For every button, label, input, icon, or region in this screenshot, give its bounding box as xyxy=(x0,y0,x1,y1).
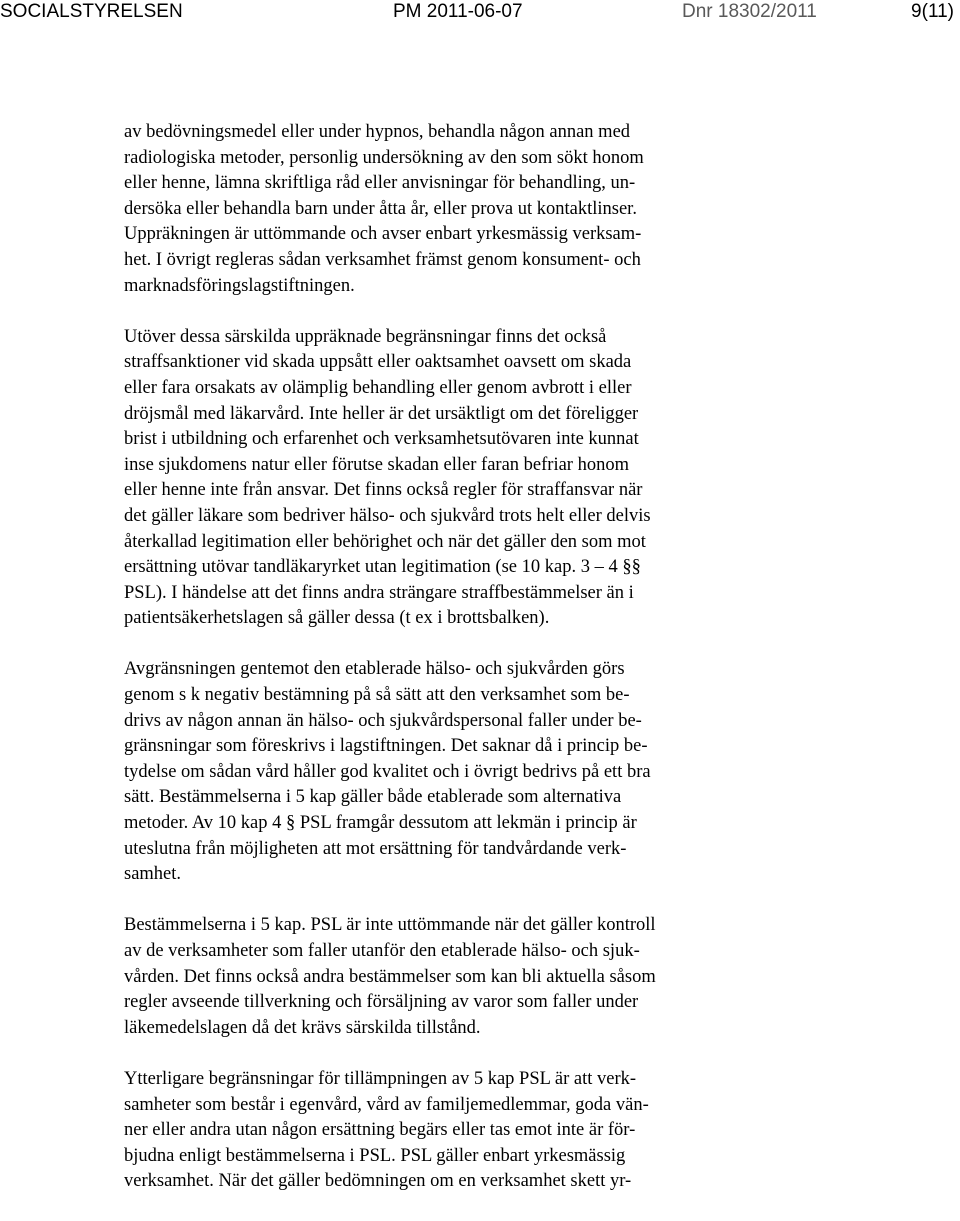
text-line: samheter som består i egenvård, vård av familjemedlemmar, goda vän- xyxy=(124,1094,649,1115)
text-line: ersättning utövar tandläkaryrket utan legitimation (se 10 kap. 3 – 4 §§ xyxy=(124,557,641,578)
text-line: metoder. Av 10 kap 4 § PSL framgår dessutom att lekmän i princip är xyxy=(124,813,637,834)
text-line: Utöver dessa särskilda uppräknade begränsningar finns det också xyxy=(124,326,607,347)
text-line: marknadsföringslagstiftningen. xyxy=(124,275,355,296)
text-line: av de verksamheter som faller utanför den etablerade hälso- och sjuk- xyxy=(124,941,640,961)
text-line: ner eller andra utan någon ersättning begärs eller tas emot inte är för- xyxy=(124,1120,636,1141)
paragraph xyxy=(124,120,960,299)
text-line: gränsningar som föreskrivs i lagstiftningen. Det saknar då i princip be- xyxy=(124,736,648,757)
document-body xyxy=(124,120,960,1221)
text-line: inse sjukdomens natur eller förutse skadan eller faran befriar honom xyxy=(124,454,629,475)
text-line: genom s k negativ bestämning på så sätt att den verksamhet som be- xyxy=(124,685,630,706)
paragraph xyxy=(124,1067,960,1195)
text-line: Bestämmelserna i 5 kap. PSL är inte uttömmande när det gäller kontroll xyxy=(124,915,656,936)
text-line: regler avseende tillverkning och försäljning av varor som faller under xyxy=(124,992,639,1013)
text-line: tydelse om sådan vård håller god kvalitet och i övrigt bedrivs på ett bra xyxy=(124,761,651,782)
text-line: det gäller läkare som bedriver hälso- och sjukvård trots helt eller delvis xyxy=(124,505,651,526)
text-line: patientsäkerhetslagen så gäller dessa (t ex i brottsbalken). xyxy=(124,608,550,629)
text-line: straffsanktioner vid skada uppsått eller oaktsamhet oavsett om skada xyxy=(124,352,632,373)
registration-number: Dnr 18302/2011 xyxy=(682,1,817,22)
text-line: bjudna enligt bestämmelserna i PSL. PSL gäller enbart yrkesmässig xyxy=(124,1145,626,1166)
text-line: läkemedelslagen då det krävs särskilda tillstånd. xyxy=(124,1017,481,1038)
text-line: eller henne inte från ansvar. Det finns också regler för straffansvar när xyxy=(124,480,643,501)
organization-name: SOCIALSTYRELSEN xyxy=(0,1,183,22)
text-line: dersöka eller behandla barn under åtta år, eller prova ut kontaktlinser. xyxy=(124,198,637,219)
text-line: brist i utbildning och erfarenhet och verksamhetsutövaren inte kunnat xyxy=(124,429,639,450)
text-line: eller henne, lämna skriftliga råd eller anvisningar för behandling, un- xyxy=(124,173,636,194)
text-line: eller fara orsakats av olämplig behandling eller genom avbrott i eller xyxy=(124,377,632,398)
text-line: Uppräkningen är uttömmande och avser enbart yrkesmässig verksam- xyxy=(124,224,642,245)
text-line: Ytterligare begränsningar för tillämpningen av 5 kap PSL är att verk- xyxy=(124,1068,637,1089)
text-line: dröjsmål med läkarvård. Inte heller är det ursäktligt om det föreligger xyxy=(124,403,639,424)
document-type-date: PM 2011-06-07 xyxy=(393,1,523,22)
page-header xyxy=(0,0,960,30)
text-line: uteslutna från möjligheten att mot ersättning för tandvårdande verk- xyxy=(124,838,627,859)
text-line: sätt. Bestämmelserna i 5 kap gäller både etablerade som alternativa xyxy=(124,787,622,808)
text-line: verksamhet. När det gäller bedömningen om en verksamhet skett yr- xyxy=(124,1171,632,1192)
page-number: 9(11) xyxy=(911,1,954,22)
text-line: samhet. xyxy=(124,864,182,885)
paragraph xyxy=(124,325,960,632)
text-line: av bedövningsmedel eller under hypnos, behandla någon annan med xyxy=(124,122,631,142)
text-line: het. I övrigt regleras sådan verksamhet främst genom konsument- och xyxy=(124,249,641,270)
text-line: drivs av någon annan än hälso- och sjukvårdspersonal faller under be- xyxy=(124,710,642,731)
text-line: återkallad legitimation eller behörighet och när det gäller den som mot xyxy=(124,531,646,552)
text-line: PSL). I händelse att det finns andra strängare straffbestämmelser än i xyxy=(124,582,634,603)
text-line: vården. Det finns också andra bestämmelser som kan bli aktuella såsom xyxy=(124,966,656,987)
paragraph xyxy=(124,913,960,1041)
text-line: Avgränsningen gentemot den etablerade hälso- och sjukvården görs xyxy=(124,659,625,680)
paragraph xyxy=(124,657,960,887)
text-line: radiologiska metoder, personlig undersökning av den som sökt honom xyxy=(124,147,644,168)
